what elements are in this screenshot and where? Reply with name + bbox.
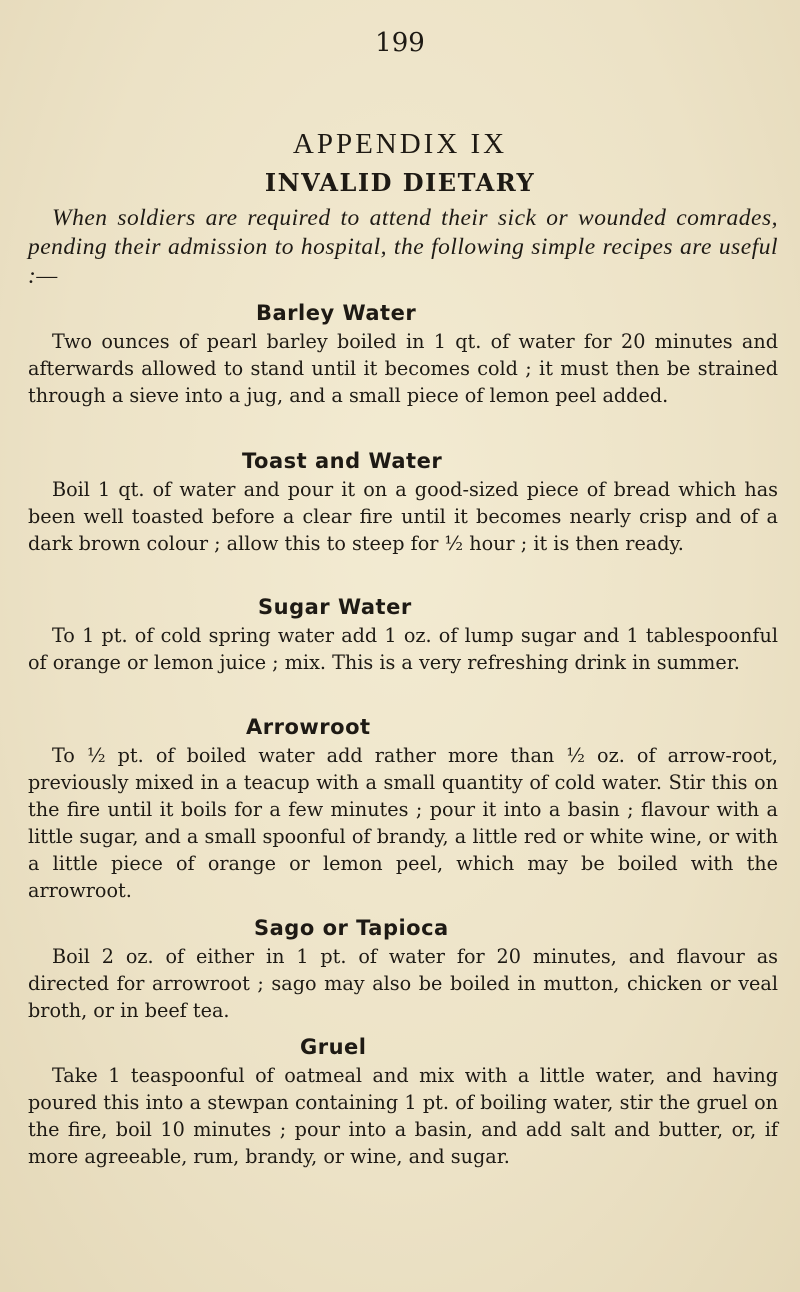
recipe-title: Sugar Water	[258, 595, 412, 619]
recipe-title: Sago or Tapioca	[254, 916, 449, 940]
chapter-title: INVALID DIETARY	[264, 168, 536, 197]
intro-paragraph: When soldiers are required to attend their sick or wounded comrades, pending their admission to hospital, the following simple recipes are useful :—	[28, 205, 778, 289]
recipe-title: Gruel	[300, 1035, 367, 1059]
recipe-text: Take 1 teaspoonful of oatmeal and mix with a little water, and having poured this into a stewpan containing 1 pt. of boiling water, stir the gruel on the fire, boil 10 minutes ; pour into a basin, and add salt and butter, or, if more agreeable, rum, brandy, or wine, and sugar.	[28, 1064, 778, 1168]
appendix-heading: APPENDIX IX	[292, 128, 508, 160]
page-number: 199	[375, 28, 425, 58]
recipe-text: Boil 1 qt. of water and pour it on a good-sized piece of bread which has been well toasted before a clear fire until it becomes nearly crisp and of a dark brown colour ; allow this to steep for ½ hour ; it is then ready.	[28, 478, 778, 555]
recipe-barley-water	[28, 298, 778, 409]
recipe-title: Toast and Water	[242, 449, 443, 473]
recipe-sugar-water	[28, 592, 778, 676]
recipe-toast-and-water	[28, 446, 778, 557]
recipe-text: To ½ pt. of boiled water add rather more than ½ oz. of arrow-root, previously mixed in a teacup with a small quantity of cold water. Stir this on the fire until it boils for a few minutes ; pour it into a basin ; flavour with a little sugar, and a small spoonful of brandy, a little red or white wine, or with a little piece of orange or lemon peel, which may be boiled with the arrowroot.	[28, 744, 778, 902]
recipe-text: Boil 2 oz. of either in 1 pt. of water for 20 minutes, and flavour as directed for arrowroot ; sago may also be boiled in mutton, chicken or veal broth, or in beef tea.	[28, 945, 778, 1022]
recipe-arrowroot	[28, 712, 778, 904]
recipe-text: Two ounces of pearl barley boiled in 1 qt. of water for 20 minutes and afterwards allowed to stand until it becomes cold ; it must then be strained through a sieve into a jug, and a small piece of lemon peel added.	[28, 330, 778, 407]
recipe-gruel	[28, 1032, 778, 1170]
recipe-sago-or-tapioca	[28, 913, 778, 1024]
recipe-text: To 1 pt. of cold spring water add 1 oz. of lump sugar and 1 tablespoonful of orange or lemon juice ; mix. This is a very refreshing drink in summer.	[28, 624, 778, 674]
recipe-title: Barley Water	[256, 301, 417, 325]
recipe-title: Arrowroot	[246, 715, 371, 739]
